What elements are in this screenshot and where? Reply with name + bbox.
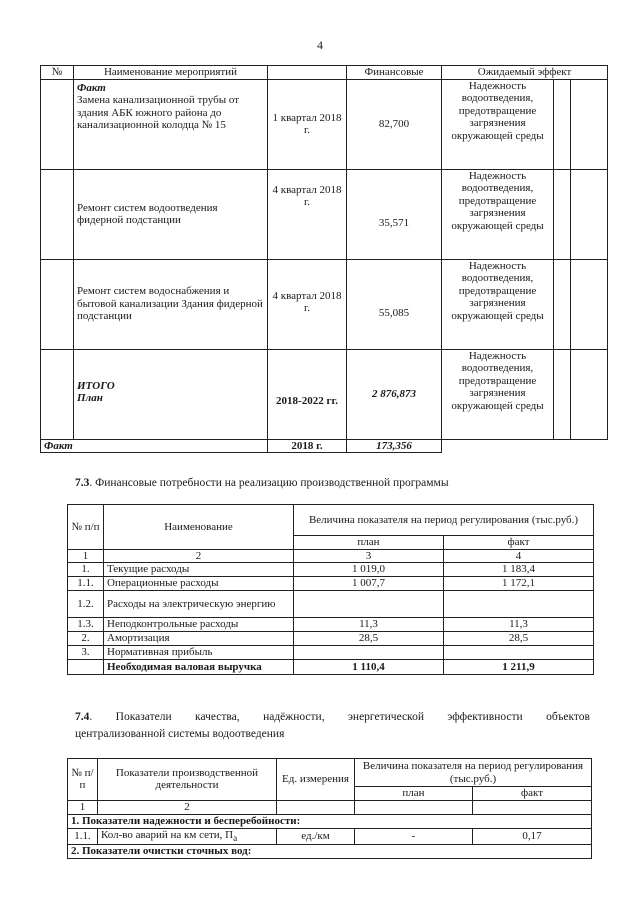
header-fact: факт: [444, 536, 594, 550]
plan-label: План: [77, 392, 103, 404]
index-row: 1 2 3 4: [68, 549, 594, 563]
table-row: 1.2. Расходы на электрическую энергию: [68, 591, 594, 618]
header-plan: план: [355, 787, 473, 801]
row-name: Ремонт систем водоотведения фидерной подстанции: [74, 169, 268, 259]
row-name: [74, 79, 268, 169]
fact-label: Факт: [77, 81, 106, 94]
header-finance: Финансовые: [347, 66, 442, 80]
header-name: Показатели производственной деятельности: [98, 759, 277, 801]
table-row: 3. Нормативная прибыль: [68, 646, 594, 660]
header-value: Величина показателя на период регулирования (тыс.руб.): [355, 759, 592, 787]
header-name: Наименование: [104, 505, 294, 550]
row-period: 4 квартал 2018 г.: [268, 169, 347, 259]
row-amount: 55,085: [347, 259, 442, 349]
row-effect: Надежность водоотведения, предотвращение загрязнения окружающей среды: [442, 79, 554, 169]
fact-period: 2018 г.: [268, 439, 347, 453]
total-row: Необходимая валовая выручка 1 110,4 1 211,9: [68, 660, 594, 675]
indicator-name: Кол-во аварий на км сети, $П_а$: [98, 828, 277, 845]
total-amount: 2 876,873: [347, 349, 442, 439]
total-name: [74, 349, 268, 439]
section-7-3-title: 7.3. Финансовые потребности на реализацию производственной программы: [75, 477, 449, 489]
table-row: 1. Текущие расходы 1 019,0 1 183,4: [68, 563, 594, 577]
header-num: № п/п: [68, 505, 104, 550]
header-num: № п/п: [68, 759, 98, 801]
row-effect: Надежность водоотведения, предотвращение загрязнения окружающей среды: [442, 169, 554, 259]
finance-table: [67, 504, 594, 675]
measures-table: [40, 65, 608, 453]
group-row: 2. Показатели очистки сточных вод:: [68, 845, 592, 859]
total-period: 2018-2022 гг.: [268, 349, 347, 439]
row-effect: Надежность водоотведения, предотвращение загрязнения окружающей среды: [442, 259, 554, 349]
section-7-4-title: 7.4. Показатели качества, надёжности, энергетической эффективности объектов: [75, 711, 590, 723]
total-label: ИТОГО: [77, 379, 115, 392]
table-row: 1.1. Операционные расходы 1 007,7 1 172,1: [68, 577, 594, 591]
index-row: 1 2: [68, 800, 592, 814]
row-amount: 35,571: [347, 169, 442, 259]
row-name-text: Замена канализационной трубы от здания АБК южного района до канализационной колодца № 15: [77, 94, 240, 131]
header-plan: план: [294, 536, 444, 550]
table-row: 1.1. Кол-во аварий на км сети, $П_а$ ед./км - 0,17: [68, 828, 592, 845]
total-row: [41, 349, 608, 439]
group-row: 1. Показатели надежности и бесперебойности:: [68, 814, 592, 828]
table-row: [41, 259, 608, 349]
row-name: Ремонт систем водоснабжения и бытовой канализации Здания фидерной подстанции: [74, 259, 268, 349]
row-period: 4 квартал 2018 г.: [268, 259, 347, 349]
header-value: Величина показателя на период регулирования (тыс.руб.): [294, 505, 594, 536]
fact-total-label: Факт: [41, 439, 268, 453]
total-effect: Надежность водоотведения, предотвращение загрязнения окружающей среды: [442, 349, 554, 439]
fact-amount: 173,356: [347, 439, 442, 453]
table-row: 2. Амортизация 28,5 28,5: [68, 632, 594, 646]
fact-row: [41, 439, 608, 453]
header-period: [268, 66, 347, 80]
header-num: №: [41, 66, 74, 80]
header-fact: факт: [473, 787, 592, 801]
indicators-table: [67, 758, 592, 859]
header-name: Наименование мероприятий: [74, 66, 268, 80]
table-row: 1.3. Неподконтрольные расходы 11,3 11,3: [68, 618, 594, 632]
row-period: 1 квартал 2018 г.: [268, 79, 347, 169]
section-7-4-subtitle: централизованной системы водоотведения: [75, 728, 285, 740]
page-number: 4: [317, 38, 323, 52]
header-unit: Ед. измерения: [277, 759, 355, 801]
table-row: [41, 169, 608, 259]
table-row: [41, 79, 608, 169]
header-effect: Ожидаемый эффект: [442, 66, 608, 80]
row-amount: 82,700: [347, 79, 442, 169]
